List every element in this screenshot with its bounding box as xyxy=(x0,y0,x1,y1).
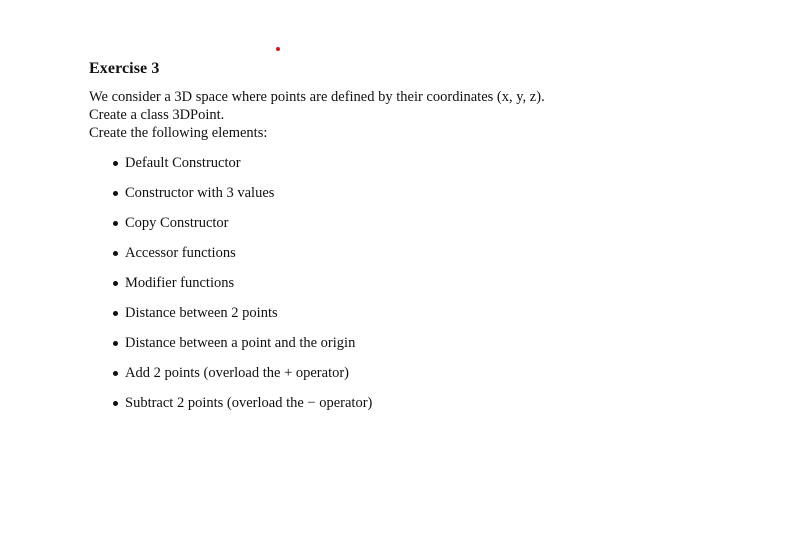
bullet-icon xyxy=(113,401,118,406)
list-item-text: Subtract 2 points (overload the − operator) xyxy=(125,395,373,411)
bullet-icon xyxy=(113,281,118,286)
list-item-text: Distance between a point and the origin xyxy=(125,335,356,351)
intro-paragraph xyxy=(89,88,545,106)
intro-text: We consider a 3D space where points are defined by their coordinates xyxy=(89,89,497,105)
coordinates-math: (x, y, z) xyxy=(496,89,542,105)
bullet-icon xyxy=(113,311,118,316)
bullet-icon xyxy=(113,371,118,376)
list-item-text: Copy Constructor xyxy=(125,215,229,231)
list-item-text: Distance between 2 points xyxy=(125,305,278,321)
bullet-icon xyxy=(113,221,118,226)
bullet-icon xyxy=(113,191,118,196)
bullet-icon xyxy=(113,341,118,346)
red-marker-dot xyxy=(276,47,280,51)
list-item-text: Add 2 points (overload the + operator) xyxy=(125,365,350,381)
exercise-title: Exercise 3 xyxy=(89,60,160,77)
bullet-icon xyxy=(113,251,118,256)
list-item-text: Default Constructor xyxy=(125,155,241,171)
list-item-text: Modifier functions xyxy=(125,275,235,291)
list-item-text: Accessor functions xyxy=(125,245,236,261)
intro-period: . xyxy=(541,89,545,105)
list-item-text: Constructor with 3 values xyxy=(125,185,275,201)
class-instruction: Create a class 3DPoint. xyxy=(89,107,225,123)
elements-instruction: Create the following elements: xyxy=(89,125,268,141)
bullet-icon xyxy=(113,161,118,166)
